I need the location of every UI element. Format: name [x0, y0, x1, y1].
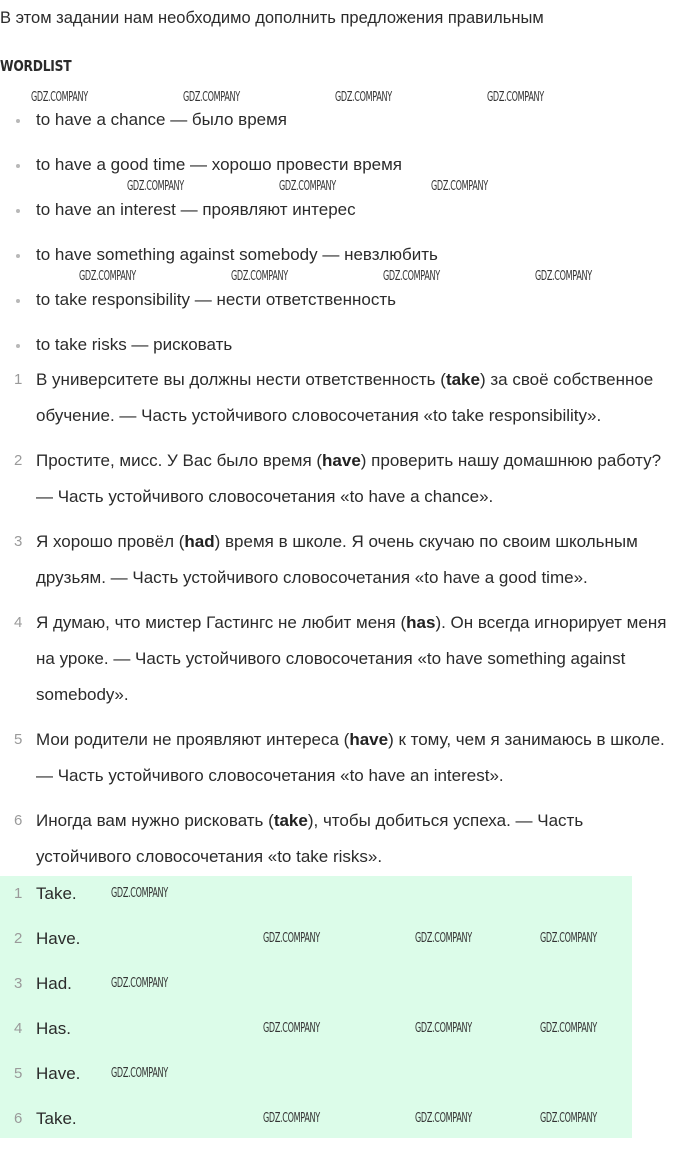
wordlist-item-text: to take responsibility — нести ответственность	[36, 290, 396, 309]
watermark: GDZ.COMPANY	[540, 1111, 597, 1126]
item-text: Иногда вам нужно рисковать (take), чтобы добиться успеха. — Часть устойчивого словосочетания «to take risks».	[36, 811, 584, 866]
answer-item	[0, 1101, 632, 1137]
watermark: GDZ.COMPANY	[431, 179, 488, 194]
wordlist	[16, 109, 438, 379]
answer-text: Has.	[36, 1019, 71, 1038]
wordlist-item-text: to have a good time — хорошо провести время	[36, 155, 403, 174]
answer-item	[0, 1056, 632, 1092]
watermark: GDZ.COMPANY	[263, 931, 320, 946]
answer-item	[0, 966, 632, 1002]
explanation-item	[0, 803, 680, 875]
watermark: GDZ.COMPANY	[263, 1021, 320, 1036]
item-text: Я думаю, что мистер Гастингс не любит меня (has). Он всегда игнорирует меня на уроке. — Часть устойчивого словосочетания «to have something against somebody».	[36, 613, 667, 704]
bullet-icon	[16, 344, 20, 348]
watermark: GDZ.COMPANY	[335, 90, 392, 105]
item-number: 3	[14, 533, 23, 550]
answer-text: Had.	[36, 974, 72, 993]
watermark: GDZ.COMPANY	[231, 269, 288, 284]
answer-item	[0, 876, 632, 912]
answer-number: 4	[14, 1020, 23, 1037]
watermark: GDZ.COMPANY	[535, 269, 592, 284]
answer-text: Have.	[36, 1064, 81, 1083]
explanation-item	[0, 443, 680, 515]
answer-word: take	[445, 370, 480, 389]
answer-item	[0, 921, 632, 957]
item-number: 4	[14, 614, 23, 631]
bullet-icon	[16, 164, 20, 168]
watermark: GDZ.COMPANY	[279, 179, 336, 194]
watermark: GDZ.COMPANY	[263, 1111, 320, 1126]
answers-panel	[0, 876, 632, 1138]
wordlist-item	[16, 154, 438, 176]
wordlist-item	[16, 109, 438, 131]
watermark: GDZ.COMPANY	[415, 1111, 472, 1126]
wordlist-heading: WORDLIST	[0, 57, 72, 75]
bullet-icon	[16, 209, 20, 213]
watermark: GDZ.COMPANY	[540, 1021, 597, 1036]
wordlist-item-text: to have something against somebody — невзлюбить	[36, 245, 438, 264]
answer-word: had	[184, 532, 215, 551]
wordlist-item-text: to take risks — рисковать	[36, 335, 233, 354]
watermark: GDZ.COMPANY	[111, 976, 168, 991]
intro-text: В этом задании нам необходимо дополнить предложения правильным	[0, 9, 544, 27]
answer-number: 5	[14, 1065, 23, 1082]
watermark: GDZ.COMPANY	[383, 269, 440, 284]
watermark: GDZ.COMPANY	[111, 886, 168, 901]
watermark: GDZ.COMPANY	[540, 931, 597, 946]
wordlist-item	[16, 199, 438, 221]
watermark: GDZ.COMPANY	[111, 1066, 168, 1081]
bullet-icon	[16, 254, 20, 258]
answer-word: has	[406, 613, 436, 632]
answer-item	[0, 1011, 632, 1047]
item-number: 5	[14, 731, 23, 748]
answer-text: Take.	[36, 1109, 77, 1128]
explanation-item	[0, 524, 680, 596]
watermark: GDZ.COMPANY	[487, 90, 544, 105]
item-number: 1	[14, 371, 23, 388]
item-text: Я хорошо провёл (had) время в школе. Я очень скучаю по своим школьным друзьям. — Часть устойчивого словосочетания «to have a good time».	[36, 532, 638, 587]
wordlist-item	[16, 244, 438, 266]
watermark: GDZ.COMPANY	[31, 90, 88, 105]
answer-number: 1	[14, 885, 23, 902]
answer-word: take	[273, 811, 308, 830]
wordlist-item-text: to have a chance — было время	[36, 110, 288, 129]
item-text: Простите, мисс. У Вас было время (have) проверить нашу домашнюю работу? — Часть устойчивого словосочетания «to have a chance».	[36, 451, 662, 506]
explanation-item	[0, 605, 680, 713]
answer-text: Take.	[36, 884, 77, 903]
watermark: GDZ.COMPANY	[79, 269, 136, 284]
answer-number: 2	[14, 930, 23, 947]
watermark: GDZ.COMPANY	[415, 931, 472, 946]
item-number: 6	[14, 812, 23, 829]
item-text: В университете вы должны нести ответственность (take) за своё собственное обучение. — Часть устойчивого словосочетания «to take responsibility».	[36, 370, 654, 425]
answer-word: have	[322, 451, 361, 470]
bullet-icon	[16, 119, 20, 123]
explanations-list	[0, 362, 680, 1138]
wordlist-item	[16, 334, 438, 356]
answer-number: 6	[14, 1110, 23, 1127]
answer-number: 3	[14, 975, 23, 992]
wordlist-item	[16, 289, 438, 311]
watermark: GDZ.COMPANY	[127, 179, 184, 194]
bullet-icon	[16, 299, 20, 303]
item-text: Мои родители не проявляют интереса (have) к тому, чем я занимаюсь в школе. — Часть устойчивого словосочетания «to have an interest».	[36, 730, 665, 785]
watermark: GDZ.COMPANY	[183, 90, 240, 105]
answer-text: Have.	[36, 929, 81, 948]
explanation-item	[0, 362, 680, 434]
explanation-item	[0, 722, 680, 794]
wordlist-item-text: to have an interest — проявляют интерес	[36, 200, 356, 219]
watermark: GDZ.COMPANY	[415, 1021, 472, 1036]
item-number: 2	[14, 452, 23, 469]
answer-word: have	[349, 730, 389, 749]
